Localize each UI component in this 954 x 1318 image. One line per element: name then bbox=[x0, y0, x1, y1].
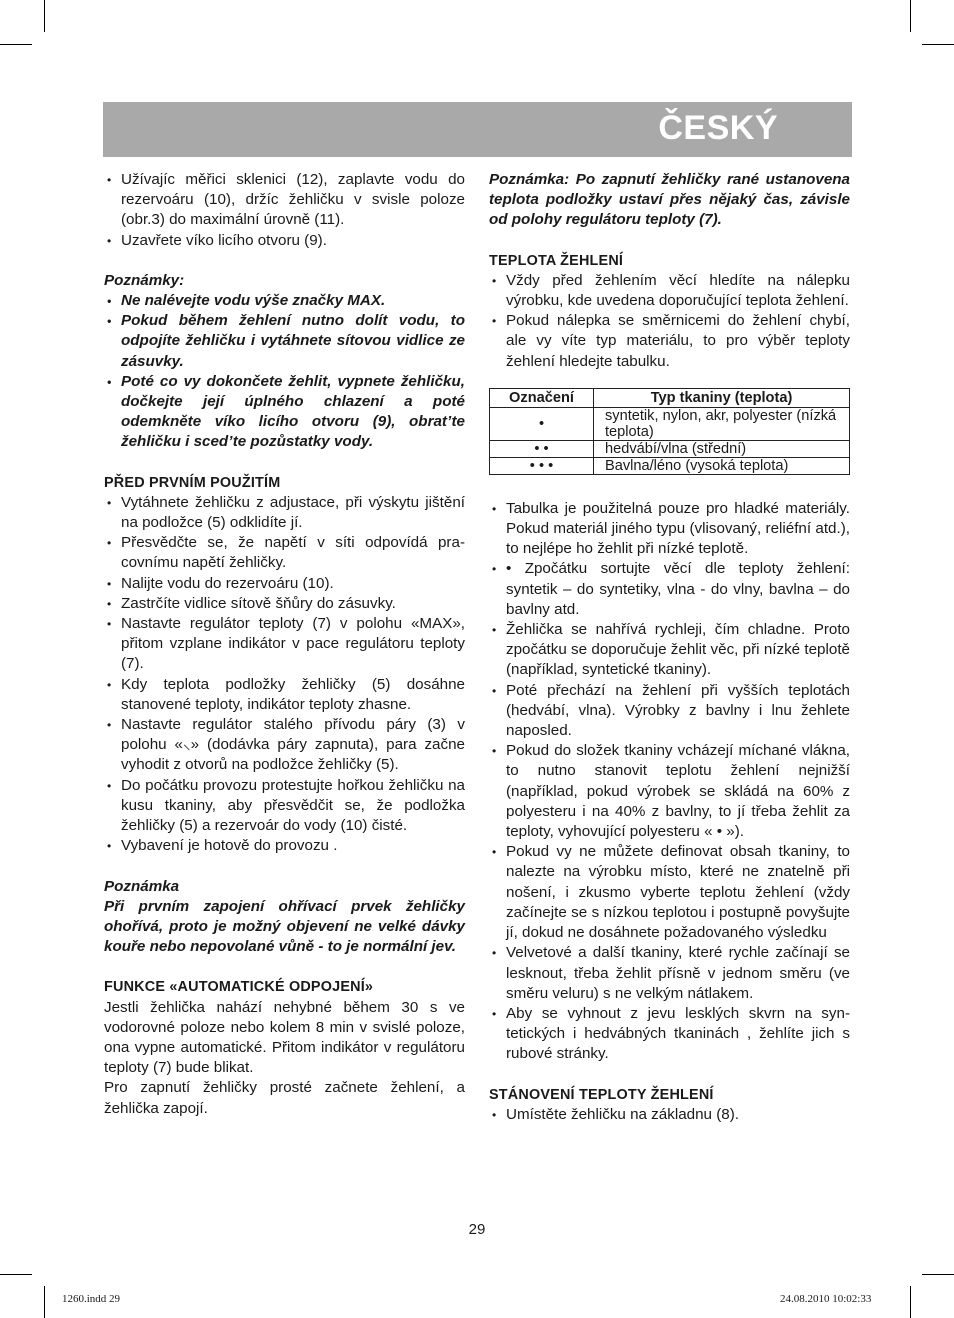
notes-title: Poznámky: bbox=[104, 271, 185, 289]
list-item: • Vždy před žehlením věcí hledíte na nálepku výrobku, kde uvedena doporučující teplota žehlení. bbox=[489, 271, 850, 311]
right-column bbox=[489, 170, 850, 1125]
list-item: • Pokud vy ne můžete definovat obsah tkaniny, to nalezte na výrobku místo, které ne znatelně při nošení, i zkusmo vyberte teplotu žehlení (vždy začínejte se s nízkou teplotou i postupně povyšujte jí, dokud ne dosáhnete požadovaného výsledku bbox=[489, 842, 850, 943]
list-item: • Velvetové a další tkaniny, které rychle začínají se lesknout, třeba žehlit přísně v jednom směru (ve směru veluru) s ne velkým nátlakem. bbox=[489, 943, 850, 1004]
section-heading-auto-off: FUNKCE «AUTOMATICKÉ ODPOJENÍ» bbox=[104, 979, 374, 996]
list-item: • Nastavte regulátor teploty (7) v polohu «MAX», přitom vzplane indikátor v pace regulátoru teploty (7). bbox=[104, 614, 465, 675]
table-header-cell: Označení bbox=[490, 388, 594, 407]
list-item: • Tabulka je použitelná pouze pro hladké materiály. Pokud materiál jiného typu (vlisovaný, reliéfní atd.), to nejlépe ho žehlit při nízké teplotě. bbox=[489, 499, 850, 560]
list-item: • Užívajíc měřici sklenici (12), zaplavte vodu do rezervoáru (10), držíc žehličku v svisle poloze (obr.3) do maximální úrovně (11). bbox=[104, 170, 465, 231]
set-temperature-list bbox=[489, 1105, 850, 1125]
crop-mark bbox=[44, 0, 45, 32]
table-cell-fabric: hedvábí/vlna (střední) bbox=[594, 440, 850, 457]
fabric-temperature-table bbox=[489, 388, 850, 475]
list-item: • Žehlička se nahřívá rychleji, čím chladne. Proto zpočátku se doporučuje žehlit věc, při nízké teplotě (například, syntetické tkaniny). bbox=[489, 620, 850, 681]
list-item: • Umístěte žehličku na základnu (8). bbox=[489, 1105, 850, 1125]
table-cell-symbol: • • • bbox=[490, 457, 594, 474]
note-text: Při prvním zapojení ohřívací prvek žehličky ohořívá, proto je možný objevení ne velké dávky kouře nebo nepovolané vůně - to je normální jev. bbox=[104, 897, 465, 956]
list-item: • Aby se vyhnout z jevu lesklých skvrn na syntetických i hedvábných tkaninách , žehlíte jich s rubové stránky. bbox=[489, 1004, 850, 1065]
section-heading-set-temperature: STÁNOVENÍ TEPLOTY ŽEHLENÍ bbox=[489, 1086, 714, 1103]
table-cell-fabric: Bavlna/léno (vysoká teplota) bbox=[594, 457, 850, 474]
table-cell-symbol: • bbox=[490, 407, 594, 440]
list-item: • Poté co vy dokončete žehlit, vypnete žehličku, dočkejte její úplného chlazení a poté odemkněte víko licího otvoru (9), obrat’te žehličku i sced’te pozůstatky vody. bbox=[104, 372, 465, 453]
filling-instructions-list bbox=[104, 170, 465, 251]
list-item: • Pokud během žehlení nutno dolít vodu, to odpojíte žehličku i vytáhnete sítovou vidlice ze zásuvky. bbox=[104, 311, 465, 372]
crop-mark bbox=[910, 1286, 911, 1318]
section-heading-first-use: PŘED PRVNÍM POUŽITÍM bbox=[104, 474, 281, 491]
file-slug: 1260.indd 29 bbox=[62, 1293, 121, 1305]
list-item: • Poté přechází na žehlení při vyšších teplotách (hedvábí, vlna). Výrobky z bavlny i lnu žehlete naposled. bbox=[489, 681, 850, 742]
crop-mark bbox=[910, 0, 911, 32]
list-item: • Nalijte vodu do rezervoáru (10). bbox=[104, 574, 465, 594]
list-item: • Vybavení je hotově do provozu . bbox=[104, 836, 465, 856]
list-item: • Uzavřete víko licího otvoru (9). bbox=[104, 231, 465, 251]
page-number: 29 bbox=[468, 1221, 486, 1238]
paragraph: Jestli žehlička nahází nehybné během 30 s ve vodorovné poloze nebo kolem 8 min v svislé poloze, ona vypne automatické. Přitom indikátor v regulátoru teploty (7) bude blikat. bbox=[104, 998, 465, 1077]
list-item: • Nastavte regulátor stalého přívodu páry (3) v polohu «⸜» (dodávka páry zapnuta), para začne vyhodit z otvorů na podložce žehličky (5). bbox=[104, 715, 465, 776]
list-item: • Do počátku provozu protestujte hořkou žehličku na kusu tkaniny, aby přesvědčit se, že podložka žehličky (5) a rezervoár do vody (10) čisté. bbox=[104, 776, 465, 837]
crop-mark bbox=[0, 1274, 32, 1275]
table-header-row bbox=[490, 388, 850, 407]
language-header-band bbox=[103, 102, 852, 157]
note-title: Poznámka bbox=[104, 877, 180, 895]
list-item: • Přesvědčte se, že napětí v síti odpovídá pracovnímu napětí žehličky. bbox=[104, 533, 465, 573]
crop-mark bbox=[0, 44, 32, 45]
list-item: • Ne nalévejte vodu výše značky MAX. bbox=[104, 291, 465, 311]
table-row bbox=[490, 440, 850, 457]
list-item: • Kdy teplota podložky žehličky (5) dosáhne stanovené teploty, indikátor teploty zhasne. bbox=[104, 675, 465, 715]
section-heading-ironing-temperature: TEPLOTA ŽEHLENÍ bbox=[489, 252, 624, 269]
list-item: • • Zpočátku sortujte věcí dle teploty žehlení: syntetik – do syntetiky, vlna - do vlny, bavlna – do bavlny atd. bbox=[489, 559, 850, 620]
crop-mark bbox=[922, 44, 954, 45]
note-text: Poznámka: Po zapnutí žehličky rané ustanovena teplota podložky ustaví přes nějaký čas, závisle od polohy regulátoru teploty (7). bbox=[489, 171, 850, 229]
notes-list bbox=[104, 291, 465, 453]
temperature-list bbox=[489, 271, 850, 372]
table-cell-symbol: • • bbox=[490, 440, 594, 457]
table-row bbox=[490, 457, 850, 474]
paragraph: Pro zapnutí žehličky prosté začnete žehlení, a žehlička zapojí. bbox=[104, 1079, 465, 1117]
language-title: ČESKÝ bbox=[658, 109, 778, 147]
table-header-cell: Typ tkaniny (teplota) bbox=[594, 388, 850, 407]
print-timestamp: 24.08.2010 10:02:33 bbox=[780, 1293, 872, 1305]
table-row bbox=[490, 407, 850, 440]
fabric-tips-list bbox=[489, 499, 850, 1065]
left-column bbox=[104, 170, 465, 1119]
list-item: • Vytáhnete žehličku z adjustace, při výskytu jištění na podložce (5) odklidíte jí. bbox=[104, 493, 465, 533]
list-item: • Pokud nálepka se směrnicemi do žehlení chybí, ale vy víte typ materiálu, to pro výběr teploty žehlení hledejte tabulku. bbox=[489, 311, 850, 372]
table-cell-fabric: syntetik, nylon, akr, polyester (nízká teplota) bbox=[594, 407, 850, 440]
list-item: • Pokud do složek tkaniny vcházejí míchané vlákna, to nutno stanovit teplotu žehlení nejnižší (například, pokud výrobek se skládá na 60% z polyesteru i na 40% z bavlny, to jí třeba žehlit za teploty, vyhovující polyesteru « • »). bbox=[489, 741, 850, 842]
crop-mark bbox=[44, 1286, 45, 1318]
first-use-list bbox=[104, 493, 465, 857]
list-item: • Zastrčíte vidlice sítově šňůry do zásuvky. bbox=[104, 594, 465, 614]
crop-mark bbox=[922, 1274, 954, 1275]
